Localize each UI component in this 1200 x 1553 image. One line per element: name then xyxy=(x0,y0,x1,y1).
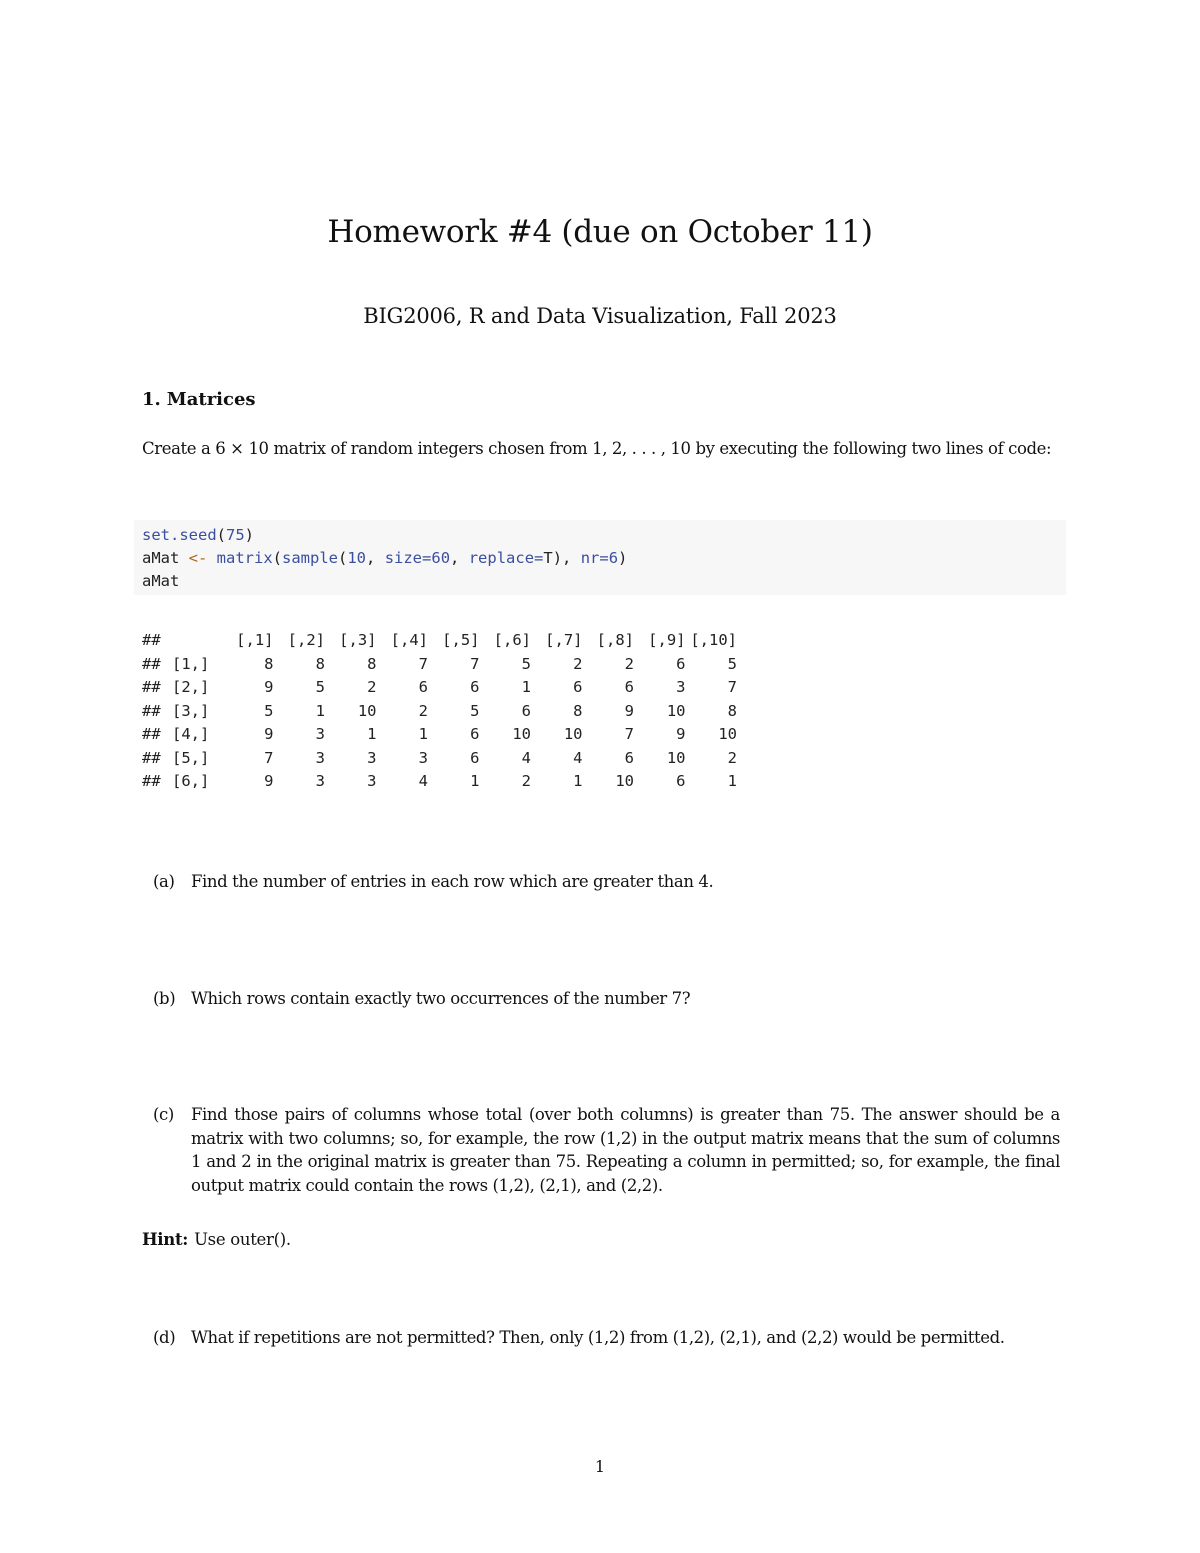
question-label: (b) xyxy=(153,989,176,1008)
section-number: 1. xyxy=(142,389,161,410)
question-text: What if repetitions are not permitted? Then, only (1,2) from (1,2), (2,1), and (2,2) would be permitted. xyxy=(191,1328,1005,1347)
code-fn-matrix: matrix xyxy=(216,549,273,567)
output-row xyxy=(142,770,737,794)
code-paren: ( xyxy=(272,549,282,567)
matrix-output xyxy=(142,629,737,794)
question-text: Find the number of entries in each row which are greater than 4. xyxy=(191,872,714,891)
output-cell: 7 xyxy=(727,678,737,696)
output-row xyxy=(142,723,737,747)
code-paren: ( xyxy=(338,549,348,567)
code-line-3: aMat xyxy=(142,572,180,590)
output-cell: 4 xyxy=(521,748,531,767)
code-fn-sample: sample xyxy=(282,549,338,567)
output-cell: 3 xyxy=(367,772,377,790)
code-fn-set-seed: set.seed xyxy=(142,526,217,544)
output-col-header: [,8] xyxy=(596,631,634,649)
output-cell: 9 xyxy=(264,678,274,696)
question-label: (d) xyxy=(153,1328,176,1347)
output-cell: 10 xyxy=(615,772,634,790)
output-prefix: ## xyxy=(142,725,161,743)
output-cell: 6 xyxy=(573,678,583,696)
output-cell: 5 xyxy=(727,654,737,673)
document-title: Homework #4 (due on October 11) xyxy=(327,214,873,250)
code-paren: ), xyxy=(552,549,581,567)
output-cell: 1 xyxy=(573,772,583,790)
output-cell: 5 xyxy=(470,701,480,720)
output-row xyxy=(142,700,737,724)
output-cell: 10 xyxy=(718,725,737,743)
output-cell: 9 xyxy=(624,701,634,720)
output-col-header: [,7] xyxy=(545,631,583,649)
output-cell: 6 xyxy=(470,748,480,767)
output-cell: 4 xyxy=(573,748,583,767)
output-cell: 2 xyxy=(367,678,377,696)
code-line-1 xyxy=(142,524,1058,547)
output-cell: 2 xyxy=(521,772,531,790)
output-cell: 1 xyxy=(521,678,531,696)
output-col-header: [,2] xyxy=(287,631,325,649)
output-row-name: [3,] xyxy=(172,701,210,720)
code-paren: ( xyxy=(216,526,226,544)
code-value: T xyxy=(543,549,553,567)
output-cell: 2 xyxy=(418,701,428,720)
question-a xyxy=(153,870,1060,894)
output-col-header: [,3] xyxy=(339,631,377,649)
output-col-header: [,9] xyxy=(648,631,686,649)
output-cell: 6 xyxy=(470,678,480,696)
output-cell: 5 xyxy=(521,654,531,673)
output-cell: 8 xyxy=(367,654,377,673)
code-number: 10 xyxy=(347,549,367,567)
output-cell: 1 xyxy=(367,725,377,743)
code-assign-op: <- xyxy=(179,549,217,567)
output-cell: 8 xyxy=(727,701,737,720)
code-arg-nr: nr= xyxy=(580,549,609,567)
code-var: aMat xyxy=(142,549,180,567)
page-number: 1 xyxy=(594,1457,606,1476)
output-row xyxy=(142,676,737,700)
output-cell: 2 xyxy=(624,654,634,673)
intro-paragraph: Create a 6 × 10 matrix of random integers chosen from 1, 2, . . . , 10 by executing the following two lines of code: xyxy=(142,439,1052,458)
code-arg-replace: replace= xyxy=(468,549,544,567)
question-text: Find those pairs of columns whose total (over both columns) is greater than 75. The answer should be a matrix with two columns; so, for example, the row (1,2) in the output matrix means that the sum of columns 1 and 2 in the original matrix is greater than 75. Repeating a column in permitted; so, for example, the final output matrix could contain the rows (1,2), (2,1), and (2,2). xyxy=(191,1105,1060,1195)
output-cell: 6 xyxy=(624,678,634,696)
output-cell: 6 xyxy=(676,654,686,673)
output-prefix: ## xyxy=(142,678,161,696)
output-row-name: [6,] xyxy=(172,772,210,790)
output-prefix: ## xyxy=(142,748,161,767)
output-col-header: [,4] xyxy=(390,631,428,649)
output-cell: 1 xyxy=(727,772,737,790)
hint-label: Hint: xyxy=(142,1230,189,1249)
output-cell: 3 xyxy=(367,748,377,767)
output-cell: 5 xyxy=(315,678,325,696)
output-cell: 8 xyxy=(573,701,583,720)
question-d xyxy=(153,1326,1060,1350)
question-c xyxy=(153,1103,1060,1197)
output-header-row xyxy=(142,629,737,653)
code-number: 60 xyxy=(431,549,451,567)
output-cell: 9 xyxy=(676,725,686,743)
output-cell: 6 xyxy=(676,772,686,790)
output-cell: 3 xyxy=(676,678,686,696)
output-cell: 3 xyxy=(315,748,325,767)
output-cell: 10 xyxy=(666,748,686,767)
output-cell: 9 xyxy=(264,725,274,743)
output-cell: 3 xyxy=(315,725,325,743)
output-col-header: [,10] xyxy=(690,631,737,649)
output-prefix: ## xyxy=(142,631,161,649)
output-prefix: ## xyxy=(142,701,161,720)
output-cell: 8 xyxy=(264,654,274,673)
output-row-name: [4,] xyxy=(172,725,210,743)
section-title: Matrices xyxy=(166,389,256,410)
output-row xyxy=(142,747,737,771)
output-prefix: ## xyxy=(142,654,161,673)
output-cell: 2 xyxy=(573,654,583,673)
output-cell: 7 xyxy=(470,654,480,673)
output-cell: 8 xyxy=(315,654,325,673)
output-cell: 10 xyxy=(512,725,531,743)
output-cell: 3 xyxy=(315,772,325,790)
output-cell: 6 xyxy=(470,725,480,743)
output-row-name: [1,] xyxy=(172,654,210,673)
output-col-header: [,1] xyxy=(236,631,274,649)
output-cell: 7 xyxy=(624,725,634,743)
output-cell: 6 xyxy=(521,701,531,720)
hint xyxy=(142,1228,291,1251)
output-col-header: [,6] xyxy=(493,631,531,649)
code-number: 6 xyxy=(608,549,619,567)
hint-text: Use outer(). xyxy=(194,1230,291,1249)
output-cell: 10 xyxy=(563,725,583,743)
code-block xyxy=(134,520,1066,595)
question-label: (a) xyxy=(153,872,175,891)
output-cell: 7 xyxy=(264,748,274,767)
output-cell: 4 xyxy=(418,772,428,790)
output-prefix: ## xyxy=(142,772,161,790)
output-cell: 6 xyxy=(624,748,634,767)
output-cell: 1 xyxy=(418,725,428,743)
section-heading xyxy=(142,388,256,412)
code-number: 75 xyxy=(226,526,245,544)
code-sep: , xyxy=(366,549,385,567)
output-cell: 10 xyxy=(357,701,377,720)
output-col-header: [,5] xyxy=(442,631,480,649)
output-cell: 7 xyxy=(418,654,428,673)
output-cell: 6 xyxy=(418,678,428,696)
output-cell: 1 xyxy=(315,701,325,720)
code-paren: ) xyxy=(618,549,628,567)
question-text: Which rows contain exactly two occurrences of the number 7? xyxy=(191,989,691,1008)
output-cell: 9 xyxy=(264,772,274,790)
output-row-name: [2,] xyxy=(172,678,210,696)
output-cell: 2 xyxy=(727,748,737,767)
question-label: (c) xyxy=(153,1105,174,1124)
code-paren: ) xyxy=(244,526,255,544)
output-row-name: [5,] xyxy=(172,748,210,767)
code-arg-size: size= xyxy=(384,549,432,567)
output-cell: 1 xyxy=(470,772,480,790)
code-sep: , xyxy=(450,549,469,567)
output-row xyxy=(142,653,737,677)
output-corner xyxy=(172,629,222,653)
output-cell: 5 xyxy=(264,701,274,720)
question-b xyxy=(153,987,1060,1011)
document-subtitle: BIG2006, R and Data Visualization, Fall 2023 xyxy=(363,304,837,328)
output-cell: 3 xyxy=(418,748,428,767)
code-line-2 xyxy=(142,547,1058,570)
output-cell: 10 xyxy=(666,701,686,720)
